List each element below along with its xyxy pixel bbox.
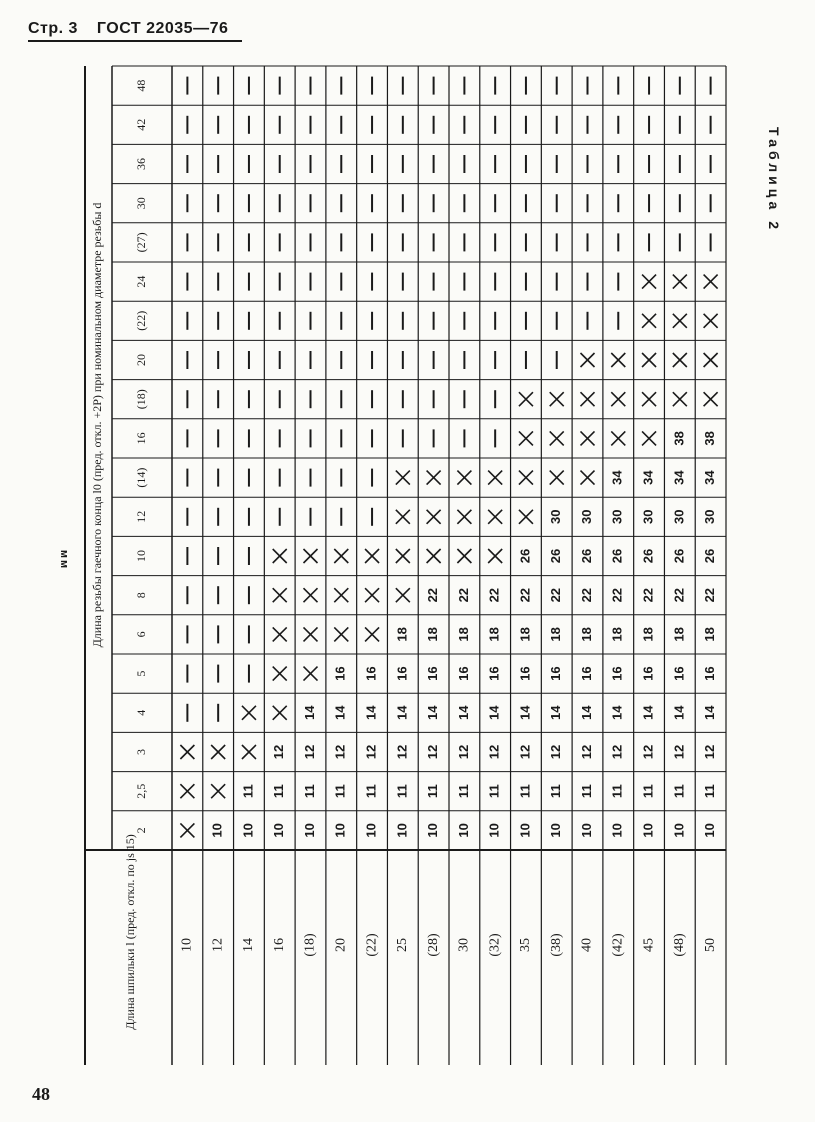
cell-value: 18 <box>517 627 533 642</box>
length-label: 35 <box>518 938 534 952</box>
diameter-label: 8 <box>133 592 148 599</box>
cell-value: 38 <box>671 431 687 446</box>
cell-cross <box>611 431 625 445</box>
cell-value: 11 <box>517 784 533 799</box>
cell-cross <box>273 627 287 641</box>
cell-cross <box>427 471 441 485</box>
cell-cross <box>334 588 348 602</box>
cell-value: 10 <box>609 823 625 838</box>
length-label: 30 <box>456 938 472 952</box>
cell-value: 18 <box>548 627 564 642</box>
cell-value: 16 <box>425 666 441 681</box>
diameter-label: 24 <box>133 275 148 288</box>
cell-cross <box>581 392 595 406</box>
cell-cross <box>673 392 687 406</box>
length-label: 10 <box>179 938 195 952</box>
diameter-label: (27) <box>133 232 148 253</box>
cell-value: 12 <box>702 744 718 760</box>
cell-value: 11 <box>394 784 410 799</box>
diameter-label: 36 <box>133 158 148 170</box>
cell-value: 14 <box>640 705 656 721</box>
cell-value: 11 <box>363 784 379 799</box>
cell-value: 18 <box>671 627 687 642</box>
cell-cross <box>519 392 533 406</box>
length-label: (22) <box>364 933 380 957</box>
cell-value: 10 <box>640 823 656 838</box>
cell-cross <box>427 510 441 524</box>
cell-value: 12 <box>578 744 594 760</box>
cell-cross <box>550 471 564 485</box>
cell-value: 16 <box>486 666 502 681</box>
cell-value: 18 <box>578 627 594 642</box>
cell-value: 26 <box>640 548 656 564</box>
cell-cross <box>581 431 595 445</box>
diameter-label: 3 <box>133 749 148 755</box>
cell-cross <box>642 314 656 328</box>
cell-value: 26 <box>671 548 687 564</box>
cell-cross <box>396 588 410 602</box>
cell-cross <box>704 353 718 367</box>
cell-cross <box>304 667 318 681</box>
diameter-label: 20 <box>133 354 148 366</box>
length-label: (42) <box>610 933 626 957</box>
cell-cross <box>611 353 625 367</box>
cell-cross <box>273 706 287 720</box>
cell-cross <box>642 431 656 445</box>
cell-cross <box>642 275 656 289</box>
cell-value: 10 <box>702 823 718 838</box>
cell-value: 10 <box>301 823 317 838</box>
diameter-label: 2 <box>133 827 148 834</box>
cell-value: 14 <box>455 705 471 721</box>
row-header-label: Длина шпильки l (пред. откл. по js 15) <box>123 834 137 1030</box>
cell-cross <box>673 275 687 289</box>
cell-cross <box>211 745 225 759</box>
cell-value: 14 <box>425 705 441 721</box>
cell-value: 30 <box>640 509 656 525</box>
diameter-label: (22) <box>133 310 148 331</box>
cell-value: 14 <box>702 705 718 721</box>
cell-value: 10 <box>240 823 256 838</box>
cell-value: 22 <box>517 587 533 603</box>
cell-cross <box>334 627 348 641</box>
cell-value: 14 <box>363 705 379 721</box>
cell-value: 10 <box>271 823 287 838</box>
diameter-label: 16 <box>133 432 148 445</box>
cell-value: 12 <box>548 744 564 760</box>
cell-value: 14 <box>578 705 594 721</box>
cell-value: 26 <box>517 548 533 564</box>
cell-value: 30 <box>671 509 687 525</box>
diameter-label: 12 <box>133 510 148 523</box>
cell-value: 10 <box>332 823 348 838</box>
cell-cross <box>180 745 194 759</box>
cell-cross <box>457 549 471 563</box>
cell-cross <box>488 510 502 524</box>
cell-value: 10 <box>578 823 594 838</box>
diameter-label: 5 <box>133 670 148 677</box>
cell-value: 11 <box>548 784 564 799</box>
cell-value: 22 <box>609 587 625 603</box>
cell-value: 18 <box>425 627 441 642</box>
length-label: 16 <box>271 938 287 952</box>
cell-value: 30 <box>548 509 564 525</box>
cell-value: 16 <box>363 666 379 681</box>
page-number: 48 <box>32 1084 50 1104</box>
cell-value: 18 <box>702 627 718 642</box>
cell-value: 14 <box>517 705 533 721</box>
cell-cross <box>334 549 348 563</box>
cell-value: 26 <box>548 548 564 564</box>
cell-value: 14 <box>394 705 410 721</box>
diameter-label: 48 <box>133 79 148 92</box>
cell-cross <box>242 706 256 720</box>
cell-value: 12 <box>455 744 471 760</box>
diameter-header-row <box>134 80 148 834</box>
length-label: 25 <box>395 938 411 952</box>
cell-cross <box>365 588 379 602</box>
cell-cross <box>550 431 564 445</box>
cell-value: 10 <box>517 823 533 838</box>
diameter-label: (14) <box>133 467 148 488</box>
cell-value: 34 <box>640 470 656 485</box>
cell-value: 34 <box>702 470 718 485</box>
cell-value: 26 <box>578 548 594 564</box>
cell-cross <box>611 392 625 406</box>
cell-value: 34 <box>671 470 687 485</box>
cell-value: 16 <box>394 666 410 681</box>
cell-value: 16 <box>702 666 718 681</box>
cell-cross <box>704 392 718 406</box>
cell-cross <box>396 471 410 485</box>
cell-cross <box>581 353 595 367</box>
cell-value: 30 <box>578 509 594 525</box>
cell-value: 12 <box>271 744 287 760</box>
cell-value: 16 <box>640 666 656 681</box>
diameter-label: (18) <box>133 389 148 410</box>
cell-cross <box>642 392 656 406</box>
diameter-label: 10 <box>133 550 148 562</box>
cell-cross <box>304 627 318 641</box>
cell-value: 11 <box>640 784 656 799</box>
cell-value: 30 <box>702 509 718 525</box>
cell-value: 11 <box>271 784 287 799</box>
length-label: 14 <box>241 938 257 952</box>
cell-value: 11 <box>332 784 348 799</box>
cell-cross <box>673 314 687 328</box>
cell-value: 10 <box>455 823 471 838</box>
length-label: (18) <box>302 933 318 957</box>
length-label: 40 <box>579 938 595 952</box>
cell-cross <box>180 784 194 798</box>
cell-value: 14 <box>548 705 564 721</box>
cell-cross <box>457 471 471 485</box>
cell-value: 22 <box>455 587 471 603</box>
cell-value: 11 <box>702 784 718 799</box>
length-label: 45 <box>641 938 657 952</box>
cell-value: 22 <box>702 587 718 603</box>
length-label: (48) <box>672 933 688 957</box>
cell-cross <box>211 784 225 798</box>
cell-cross <box>396 549 410 563</box>
cell-value: 22 <box>640 587 656 603</box>
cell-value: 12 <box>486 744 502 760</box>
cell-value: 10 <box>363 823 379 838</box>
cell-value: 16 <box>609 666 625 681</box>
length-label: (28) <box>425 933 441 957</box>
cell-value: 26 <box>702 548 718 564</box>
diameter-label: 42 <box>133 118 148 131</box>
cell-value: 11 <box>486 784 502 799</box>
cell-value: 12 <box>363 744 379 760</box>
cell-cross <box>519 431 533 445</box>
length-label: 12 <box>210 938 226 952</box>
cell-value: 26 <box>609 548 625 564</box>
cell-value: 22 <box>671 587 687 603</box>
cell-cross <box>365 549 379 563</box>
cell-value: 30 <box>609 509 625 525</box>
cell-value: 11 <box>455 784 471 799</box>
cell-value: 12 <box>332 744 348 760</box>
cell-value: 14 <box>486 705 502 721</box>
diameter-label: 4 <box>133 709 148 716</box>
cell-value: 18 <box>609 627 625 642</box>
cell-cross <box>704 314 718 328</box>
cell-value: 22 <box>425 587 441 603</box>
cell-value: 12 <box>671 744 687 760</box>
page-label: Стр. 3 <box>28 20 78 37</box>
cell-cross <box>273 588 287 602</box>
length-label: (32) <box>487 933 503 957</box>
cell-value: 22 <box>578 587 594 603</box>
cell-value: 10 <box>425 823 441 838</box>
diameter-label: 2,5 <box>133 783 148 799</box>
cell-value: 11 <box>578 784 594 799</box>
cell-cross <box>488 549 502 563</box>
cell-value: 18 <box>640 627 656 642</box>
standard-code: ГОСТ 22035—76 <box>96 20 229 37</box>
cell-cross <box>427 549 441 563</box>
cell-cross <box>242 745 256 759</box>
cell-cross <box>581 471 595 485</box>
cell-cross <box>457 510 471 524</box>
cell-value: 10 <box>671 823 687 838</box>
cell-cross <box>273 549 287 563</box>
cell-value: 11 <box>671 784 687 799</box>
cell-cross <box>365 627 379 641</box>
cell-cross <box>519 510 533 524</box>
cell-cross <box>304 588 318 602</box>
cell-value: 11 <box>240 784 256 799</box>
cell-cross <box>642 353 656 367</box>
cell-value: 16 <box>548 666 564 681</box>
cell-value: 12 <box>425 744 441 760</box>
cell-cross <box>673 353 687 367</box>
cell-cross <box>488 471 502 485</box>
cell-value: 12 <box>394 744 410 760</box>
column-group-label: Длина резьбы гаечного конца l0 (пред. откл. +2P) при номинальном диаметре резьбы d <box>90 202 104 648</box>
cell-cross <box>396 510 410 524</box>
cell-value: 18 <box>394 627 410 642</box>
cell-value: 16 <box>332 666 348 681</box>
cell-cross <box>519 471 533 485</box>
cell-value: 10 <box>548 823 564 838</box>
cell-value: 38 <box>702 431 718 446</box>
cell-value: 12 <box>609 744 625 760</box>
cell-value: 14 <box>609 705 625 721</box>
cell-value: 14 <box>671 705 687 721</box>
diameter-label: 30 <box>133 197 148 210</box>
cell-value: 10 <box>486 823 502 838</box>
cell-value: 12 <box>640 744 656 760</box>
cell-cross <box>304 549 318 563</box>
cell-value: 12 <box>517 744 533 760</box>
cell-value: 34 <box>609 470 625 485</box>
cell-value: 10 <box>394 823 410 838</box>
cell-cross <box>704 275 718 289</box>
cell-value: 11 <box>301 784 317 799</box>
cell-value: 22 <box>548 587 564 603</box>
cell-value: 16 <box>517 666 533 681</box>
table-title: Таблица 2 <box>766 126 782 234</box>
cell-value: 18 <box>486 627 502 642</box>
diameter-label: 6 <box>133 631 148 638</box>
cell-value: 11 <box>425 784 441 799</box>
cell-value: 14 <box>301 705 317 721</box>
length-label: 50 <box>702 938 718 952</box>
cell-value: 11 <box>609 784 625 799</box>
cell-value: 22 <box>486 587 502 603</box>
cell-value: 18 <box>455 627 471 642</box>
length-label: (38) <box>548 933 564 957</box>
cell-value: 16 <box>455 666 471 681</box>
cell-cross <box>180 823 194 837</box>
cell-value: 16 <box>671 666 687 681</box>
units-label: мм <box>58 549 70 571</box>
cell-value: 14 <box>332 705 348 721</box>
cell-value: 10 <box>209 823 225 838</box>
cell-value: 12 <box>301 744 317 760</box>
length-label: 20 <box>333 938 349 952</box>
cell-cross <box>550 392 564 406</box>
cell-cross <box>273 667 287 681</box>
cell-value: 16 <box>578 666 594 681</box>
table-grid <box>85 66 726 1065</box>
